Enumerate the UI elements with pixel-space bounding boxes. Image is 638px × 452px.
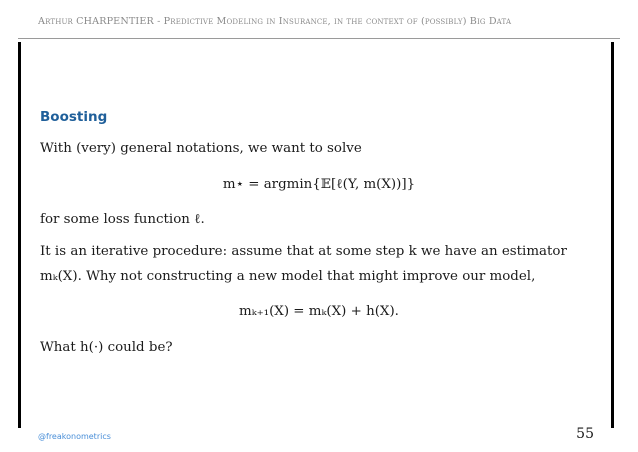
text-line-3: It is an iterative procedure: assume that at some step k we have an estimator [40,244,567,259]
footer-handle: @freakonometrics [38,432,111,441]
running-header: Arthur CHARPENTIER - Predictive Modeling in Insurance, in the context of (possibly) Big Data [38,16,512,27]
equation-objective: m⋆ = argmin{𝔼[ℓ(Y, m(X))]} [222,177,416,192]
text-line-4: mₖ(X). Why not constructing a new model that might improve our model, [40,269,536,284]
equation-update: mₖ₊₁(X) = mₖ(X) + h(X). [239,304,399,319]
header-rule [18,38,620,39]
page-number: 55 [576,426,594,442]
text-line-5: What h(·) could be? [40,340,173,355]
slide-frame [18,42,614,428]
text-line-1: With (very) general notations, we want to solve [40,141,362,156]
section-title: Boosting [40,109,108,125]
text-line-2: for some loss function ℓ. [40,212,205,227]
